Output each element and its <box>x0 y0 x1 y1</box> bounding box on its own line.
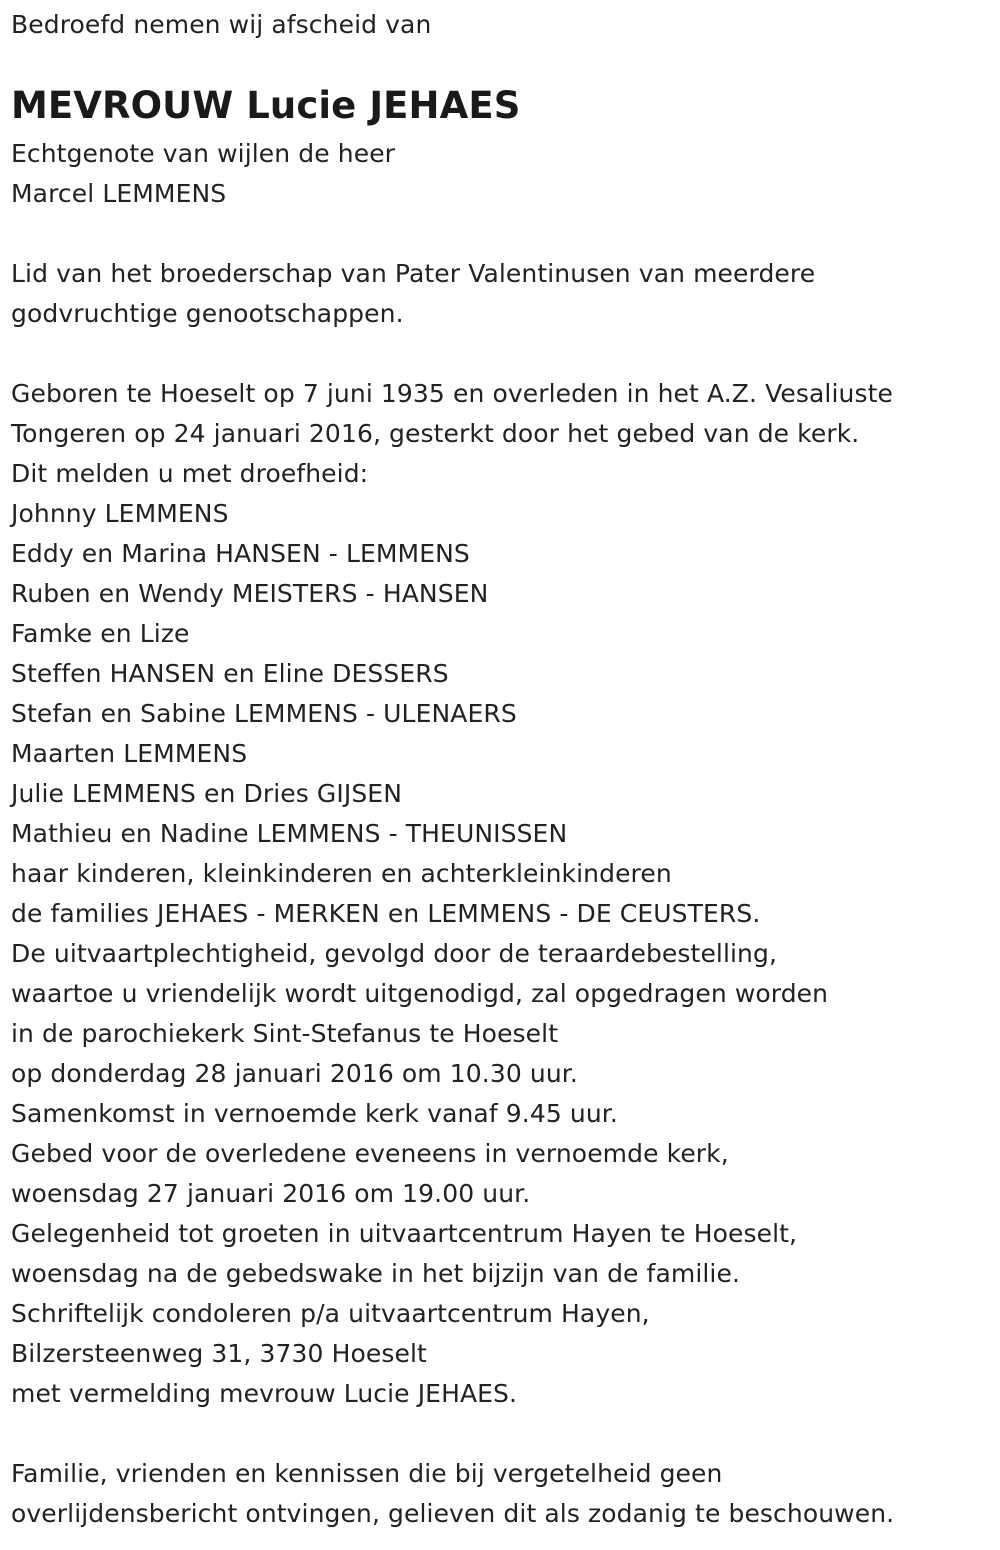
closing-block <box>11 1454 894 1534</box>
body-line: De uitvaartplechtigheid, gevolgd door de teraardebestelling, <box>11 939 778 968</box>
body-line: Mathieu en Nadine LEMMENS - THEUNISSEN <box>11 819 568 848</box>
body-line: Johnny LEMMENS <box>11 499 229 528</box>
body-line: Eddy en Marina HANSEN - LEMMENS <box>11 539 470 568</box>
body-line: Bilzersteenweg 31, 3730 Hoeselt <box>11 1339 427 1368</box>
body-line: Stefan en Sabine LEMMENS - ULENAERS <box>11 699 517 728</box>
spouse-block <box>11 134 395 214</box>
intro-text: Bedroefd nemen wij afscheid van <box>11 10 432 39</box>
membership-line: godvruchtige genootschappen. <box>11 299 404 328</box>
body-line: Geboren te Hoeselt op 7 juni 1935 en overleden in het A.Z. Vesaliuste <box>11 379 893 408</box>
body-line: op donderdag 28 januari 2016 om 10.30 uur. <box>11 1059 578 1088</box>
body-block <box>11 374 893 1414</box>
body-line: in de parochiekerk Sint-Stefanus te Hoeselt <box>11 1019 559 1048</box>
body-line: woensdag na de gebedswake in het bijzijn van de familie. <box>11 1259 741 1288</box>
body-line: Julie LEMMENS en Dries GIJSEN <box>11 779 402 808</box>
spouse-line: Marcel LEMMENS <box>11 179 227 208</box>
body-line: Schriftelijk condoleren p/a uitvaartcentrum Hayen, <box>11 1299 650 1328</box>
deceased-name: MEVROUW Lucie JEHAES <box>11 84 521 127</box>
membership-line: Lid van het broederschap van Pater Valentinusen van meerdere <box>11 259 816 288</box>
body-line: Tongeren op 24 januari 2016, gesterkt door het gebed van de kerk. <box>11 419 860 448</box>
body-line: Gelegenheid tot groeten in uitvaartcentrum Hayen te Hoeselt, <box>11 1219 798 1248</box>
body-line: Steffen HANSEN en Eline DESSERS <box>11 659 449 688</box>
body-line: Famke en Lize <box>11 619 190 648</box>
closing-line: overlijdensbericht ontvingen, gelieven dit als zodanig te beschouwen. <box>11 1499 895 1528</box>
body-line: met vermelding mevrouw Lucie JEHAES. <box>11 1379 518 1408</box>
body-line: Maarten LEMMENS <box>11 739 248 768</box>
body-line: Dit melden u met droefheid: <box>11 459 369 488</box>
body-line: Gebed voor de overledene eveneens in vernoemde kerk, <box>11 1139 729 1168</box>
membership-block <box>11 254 815 334</box>
body-line: haar kinderen, kleinkinderen en achterkleinkinderen <box>11 859 672 888</box>
closing-line: Familie, vrienden en kennissen die bij vergetelheid geen <box>11 1459 723 1488</box>
spouse-line: Echtgenote van wijlen de heer <box>11 139 396 168</box>
body-line: woensdag 27 januari 2016 om 19.00 uur. <box>11 1179 531 1208</box>
body-line: Samenkomst in vernoemde kerk vanaf 9.45 uur. <box>11 1099 618 1128</box>
body-line: Ruben en Wendy MEISTERS - HANSEN <box>11 579 489 608</box>
body-line: de families JEHAES - MERKEN en LEMMENS - DE CEUSTERS. <box>11 899 761 928</box>
body-line: waartoe u vriendelijk wordt uitgenodigd, zal opgedragen worden <box>11 979 829 1008</box>
